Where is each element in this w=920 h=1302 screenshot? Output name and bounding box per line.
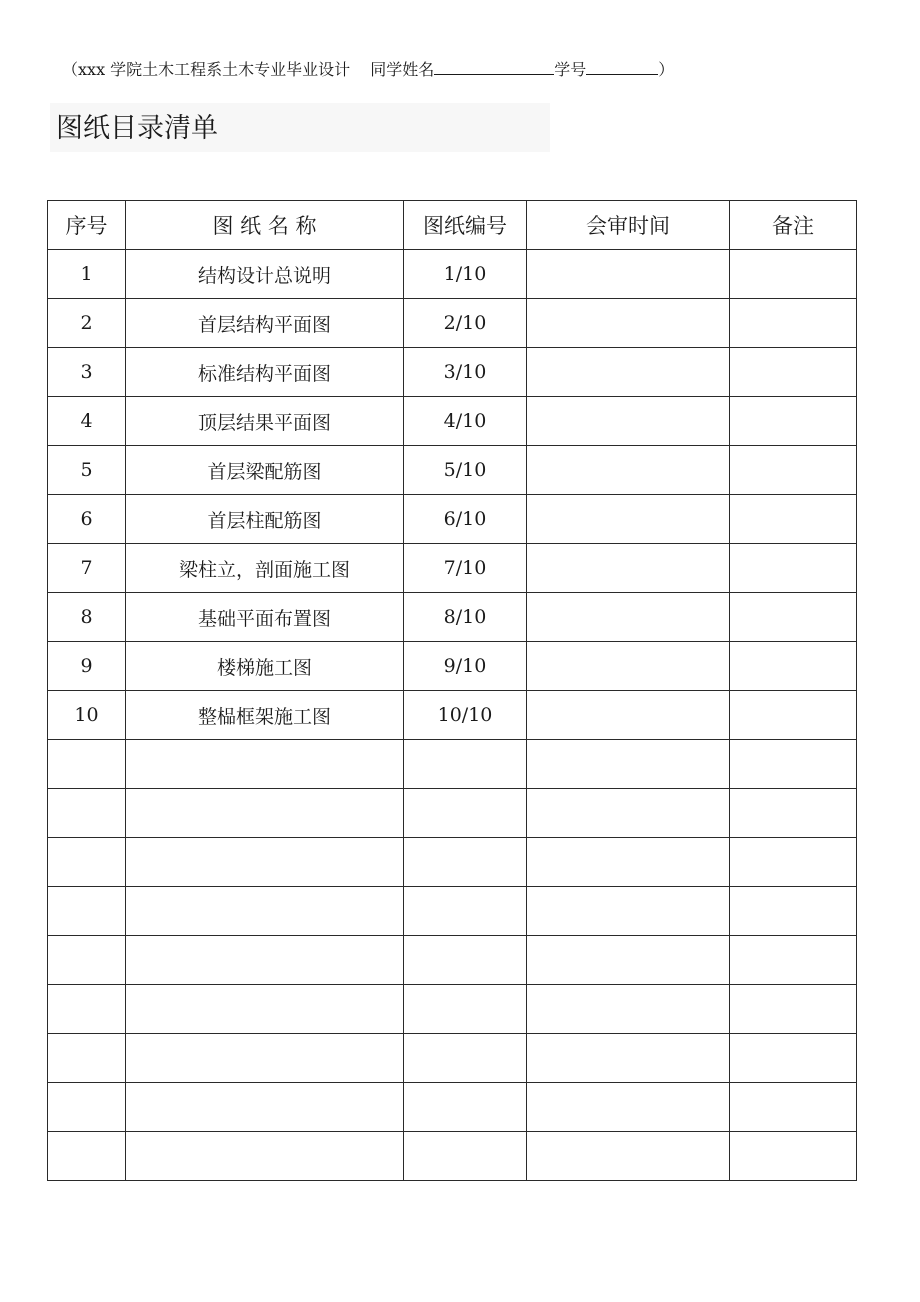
student-id-label: 学号: [554, 60, 587, 79]
cell-name: 首层梁配筋图: [126, 446, 404, 495]
cell-note: [730, 250, 857, 299]
table-row: [48, 446, 857, 495]
cell-number: 9/10: [404, 642, 527, 691]
cell-review-time: [527, 789, 730, 838]
cell-note: [730, 446, 857, 495]
table-row: [48, 1132, 857, 1181]
cell-note: [730, 299, 857, 348]
table-row: [48, 691, 857, 740]
table-row: [48, 495, 857, 544]
cell-note: [730, 593, 857, 642]
cell-name: [126, 1132, 404, 1181]
cell-seq: 2: [48, 299, 126, 348]
cell-seq: 7: [48, 544, 126, 593]
table-row: [48, 593, 857, 642]
cell-note: [730, 985, 857, 1034]
cell-note: [730, 789, 857, 838]
cell-name: 首层柱配筋图: [126, 495, 404, 544]
table-row: [48, 1034, 857, 1083]
cell-review-time: [527, 642, 730, 691]
cell-seq: [48, 740, 126, 789]
cell-number: 1/10: [404, 250, 527, 299]
table-row: [48, 740, 857, 789]
cell-number: [404, 936, 527, 985]
student-id-blank[interactable]: [586, 57, 658, 75]
cell-number: [404, 887, 527, 936]
table-row: [48, 789, 857, 838]
cell-number: 5/10: [404, 446, 527, 495]
column-header-review-time: 会审时间: [527, 201, 730, 250]
cell-seq: [48, 1083, 126, 1132]
page-title: 图纸目录清单: [56, 113, 218, 144]
cell-seq: 1: [48, 250, 126, 299]
cell-seq: [48, 1034, 126, 1083]
cell-review-time: [527, 838, 730, 887]
table-row: [48, 642, 857, 691]
cell-review-time: [527, 593, 730, 642]
cell-review-time: [527, 1034, 730, 1083]
cell-seq: [48, 789, 126, 838]
table-row: [48, 348, 857, 397]
cell-review-time: [527, 887, 730, 936]
cell-name: [126, 1083, 404, 1132]
cell-seq: 4: [48, 397, 126, 446]
cell-review-time: [527, 1132, 730, 1181]
cell-seq: [48, 985, 126, 1034]
table-row: [48, 838, 857, 887]
cell-seq: 9: [48, 642, 126, 691]
cell-number: 8/10: [404, 593, 527, 642]
cell-note: [730, 740, 857, 789]
cell-seq: [48, 1132, 126, 1181]
cell-review-time: [527, 985, 730, 1034]
cell-seq: 10: [48, 691, 126, 740]
cell-review-time: [527, 495, 730, 544]
table-row: [48, 299, 857, 348]
cell-name: 基础平面布置图: [126, 593, 404, 642]
cell-number: 4/10: [404, 397, 527, 446]
student-name-blank[interactable]: [434, 57, 554, 75]
cell-name: [126, 936, 404, 985]
column-header-number: 图纸编号: [404, 201, 527, 250]
cell-review-time: [527, 299, 730, 348]
cell-number: [404, 838, 527, 887]
cell-note: [730, 838, 857, 887]
cell-number: [404, 740, 527, 789]
cell-note: [730, 936, 857, 985]
cell-name: 整榀框架施工图: [126, 691, 404, 740]
cell-note: [730, 544, 857, 593]
table-row: [48, 397, 857, 446]
cell-review-time: [527, 250, 730, 299]
cell-note: [730, 642, 857, 691]
cell-name: 首层结构平面图: [126, 299, 404, 348]
cell-seq: 5: [48, 446, 126, 495]
table-body: [48, 250, 857, 1181]
cell-name: [126, 1034, 404, 1083]
student-name-label: 同学姓名: [370, 60, 435, 79]
table-row: [48, 887, 857, 936]
cell-name: [126, 740, 404, 789]
cell-note: [730, 1132, 857, 1181]
header-close-paren: ）: [658, 60, 675, 79]
cell-seq: [48, 838, 126, 887]
cell-name: 顶层结果平面图: [126, 397, 404, 446]
document-header: [62, 57, 674, 82]
cell-note: [730, 397, 857, 446]
cell-review-time: [527, 1083, 730, 1132]
cell-seq: 3: [48, 348, 126, 397]
cell-note: [730, 1034, 857, 1083]
column-header-seq: 序号: [48, 201, 126, 250]
cell-seq: [48, 887, 126, 936]
cell-number: [404, 1132, 527, 1181]
cell-number: 7/10: [404, 544, 527, 593]
cell-number: [404, 789, 527, 838]
cell-note: [730, 691, 857, 740]
column-header-name: 图 纸 名 称: [126, 201, 404, 250]
table-row: [48, 936, 857, 985]
cell-name: 梁柱立，剖面施工图: [126, 544, 404, 593]
cell-name: 结构设计总说明: [126, 250, 404, 299]
cell-seq: 8: [48, 593, 126, 642]
table-row: [48, 250, 857, 299]
cell-name: 楼梯施工图: [126, 642, 404, 691]
drawing-catalog-table: [47, 200, 857, 1181]
column-header-note: 备注: [730, 201, 857, 250]
table-row: [48, 544, 857, 593]
cell-seq: [48, 936, 126, 985]
cell-review-time: [527, 446, 730, 495]
cell-seq: 6: [48, 495, 126, 544]
cell-review-time: [527, 544, 730, 593]
cell-review-time: [527, 691, 730, 740]
cell-review-time: [527, 936, 730, 985]
table-header-row: [48, 201, 857, 250]
table-row: [48, 1083, 857, 1132]
cell-number: 10/10: [404, 691, 527, 740]
cell-note: [730, 495, 857, 544]
cell-name: [126, 789, 404, 838]
table-row: [48, 985, 857, 1034]
cell-note: [730, 1083, 857, 1132]
cell-number: 2/10: [404, 299, 527, 348]
cell-number: [404, 1083, 527, 1132]
cell-name: [126, 887, 404, 936]
cell-name: [126, 985, 404, 1034]
cell-review-time: [527, 348, 730, 397]
cell-number: [404, 1034, 527, 1083]
cell-number: 3/10: [404, 348, 527, 397]
cell-note: [730, 887, 857, 936]
header-school-text: xxx 学院土木工程系土木专业毕业设计: [78, 60, 351, 79]
header-open-paren: （: [62, 60, 79, 79]
cell-name: 标准结构平面图: [126, 348, 404, 397]
cell-name: [126, 838, 404, 887]
cell-number: 6/10: [404, 495, 527, 544]
cell-note: [730, 348, 857, 397]
cell-number: [404, 985, 527, 1034]
cell-review-time: [527, 397, 730, 446]
cell-review-time: [527, 740, 730, 789]
